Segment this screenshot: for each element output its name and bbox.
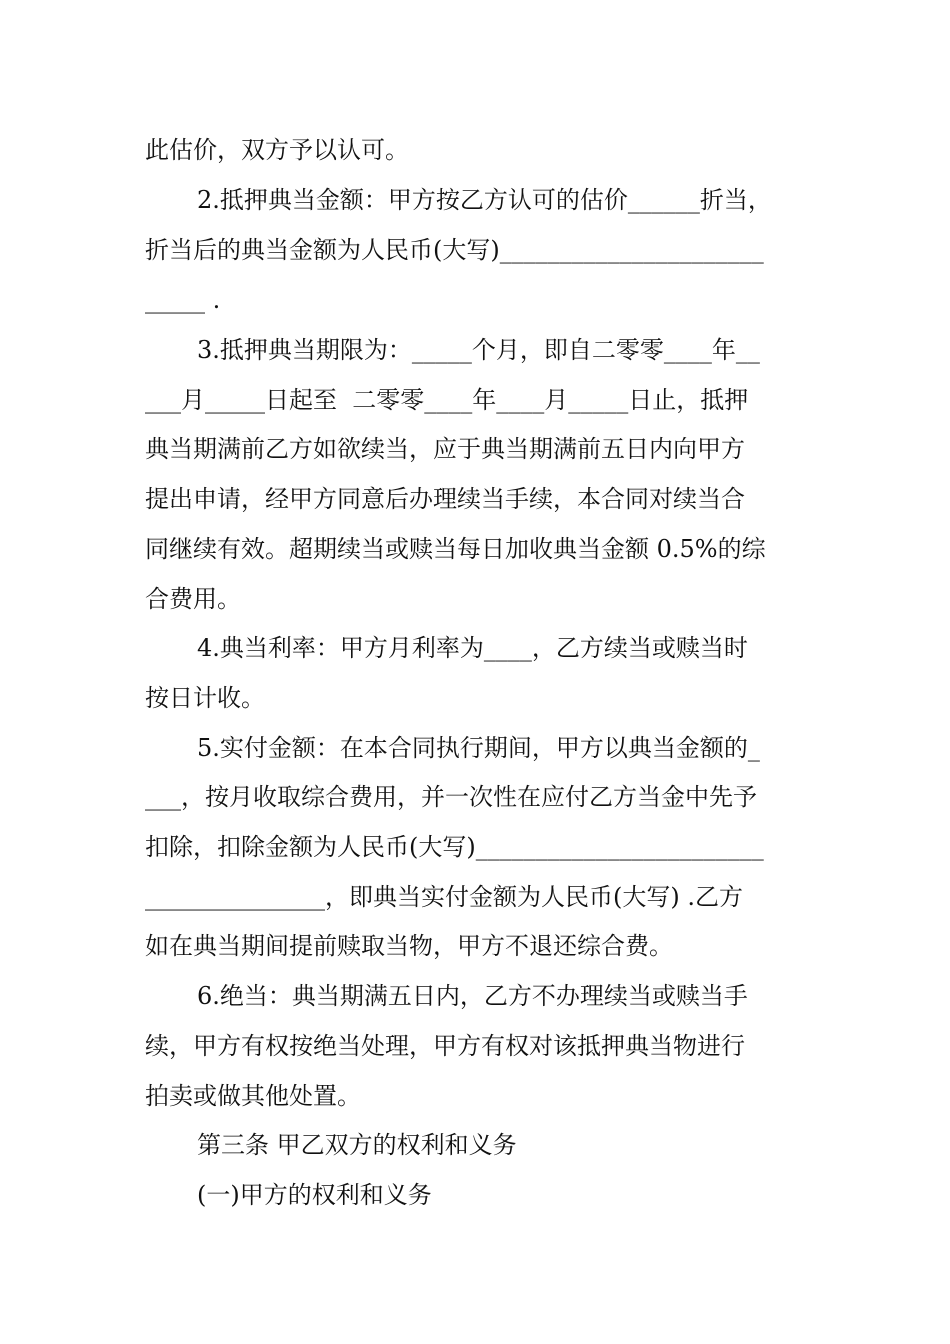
text-line: 拍卖或做其他处置。 bbox=[145, 1082, 361, 1110]
text-line: 提出申请，经甲方同意后办理续当手续，本合同对续当合 bbox=[145, 485, 745, 513]
text-line: 典当期满前乙方如欲续当，应于典当期满前五日内向甲方 bbox=[145, 435, 745, 463]
text-line: 4.典当利率：甲方月利率为____，乙方续当或赎当时 bbox=[197, 634, 748, 662]
text-line: 此估价，双方予以认可。 bbox=[145, 136, 409, 164]
text-line: 合费用。 bbox=[145, 585, 241, 613]
text-line: ___月_____日起至 二零零____年____月_____日止，抵押 bbox=[145, 386, 749, 414]
text-line: 2.抵押典当金额：甲方按乙方认可的估价______折当， bbox=[197, 186, 772, 214]
text-line: 折当后的典当金额为人民币(大写)______________________ bbox=[145, 236, 764, 264]
text-line: 3.抵押典当期限为：_____个月，即自二零零____年__ bbox=[197, 336, 760, 364]
text-line: _____ . bbox=[145, 286, 221, 314]
text-line: 同继续有效。超期续当或赎当每日加收典当金额 0.5%的综 bbox=[145, 535, 766, 563]
text-line: 按日计收。 bbox=[145, 684, 265, 712]
text-line: _______________，即典当实付金额为人民币(大写) .乙方 bbox=[145, 883, 743, 911]
text-line: 如在典当期间提前赎取当物，甲方不退还综合费。 bbox=[145, 932, 673, 960]
text-line: 续，甲方有权按绝当处理，甲方有权对该抵押典当物进行 bbox=[145, 1032, 745, 1060]
text-line: 5.实付金额：在本合同执行期间，甲方以典当金额的_ bbox=[197, 734, 760, 762]
subsection-heading: (一)甲方的权利和义务 bbox=[197, 1181, 432, 1209]
section-heading: 第三条 甲乙双方的权利和义务 bbox=[197, 1131, 517, 1159]
text-line: 扣除，扣除金额为人民币(大写)________________________ bbox=[145, 833, 764, 861]
text-line: ___，按月收取综合费用，并一次性在应付乙方当金中先予 bbox=[145, 783, 757, 811]
text-line: 6.绝当：典当期满五日内，乙方不办理续当或赎当手 bbox=[197, 982, 748, 1010]
